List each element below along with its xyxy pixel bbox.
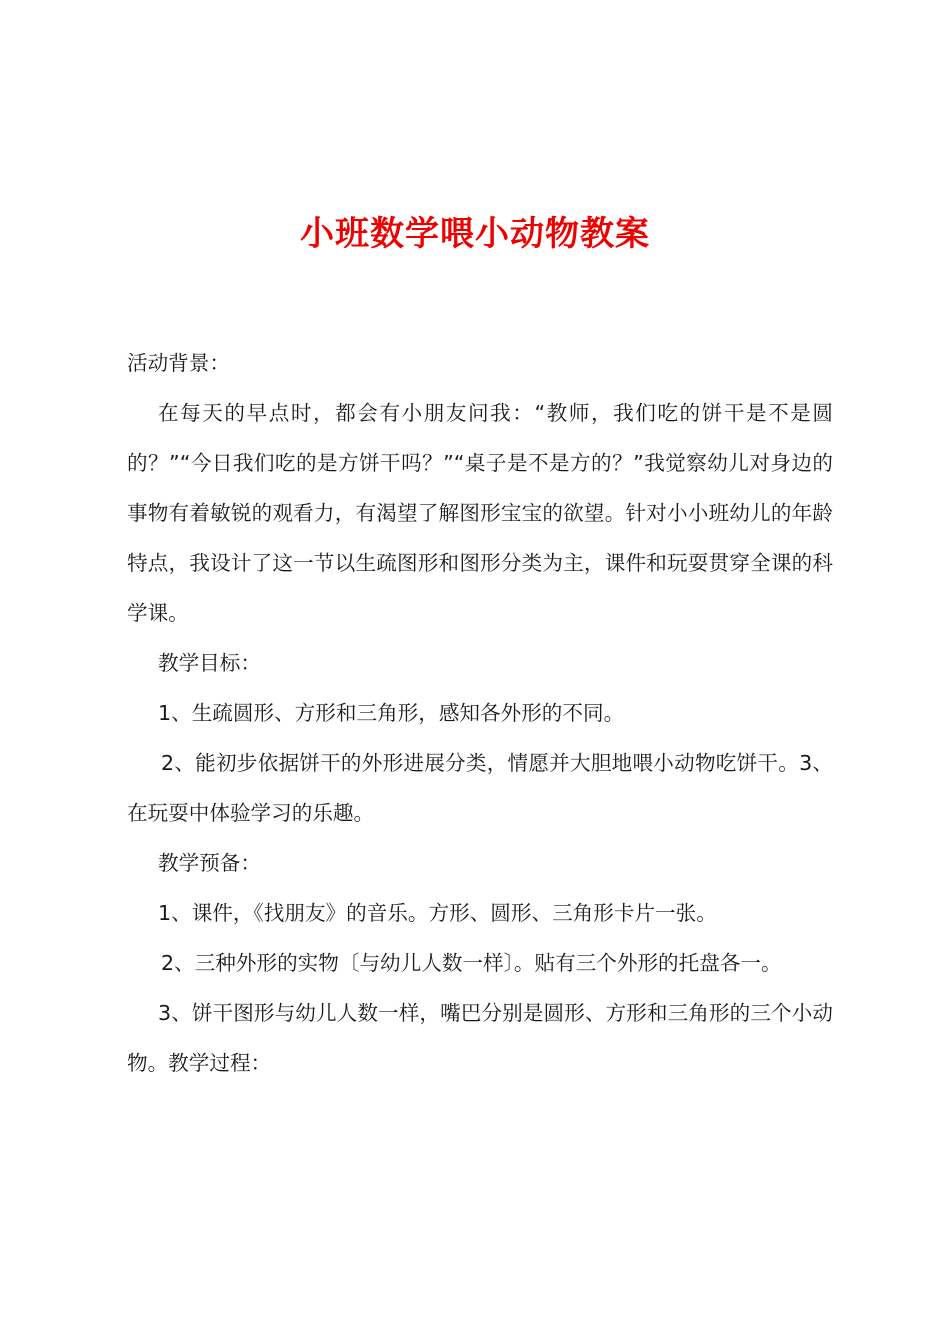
preparation-item-1: 1、课件，《找朋友》的音乐。方形、圆形、三角形卡片一张。 [158,901,717,925]
paragraph-background: 在每天的早点时，都会有小朋友问我：“教师，我们吃的饼干是不是圆的？”“今日我们吃的是方饼干吗？”“桌子是不是方的？”我觉察幼儿对身边的事物有着敏锐的观看力，有渴望了解图形宝宝的欲望。针对小小班幼儿的年龄特点，我设计了这一节以生疏图形和图形分类为主，课件和玩耍贯穿全课的科学课。 [127,401,833,625]
section-heading-preparation: 教学预备： [158,851,261,875]
goal-item-1: 1、生疏圆形、方形和三角形，感知各外形的不同。 [158,701,625,725]
section-heading-goals: 教学目标： [158,651,261,675]
document-title: 小班数学喂小动物教案 [300,214,650,254]
goal-item-2-3: 2、能初步依据饼干的外形进展分类，情愿并大胆地喂小动物吃饼干。3、在玩耍中体验学习的乐趣。 [127,751,833,825]
section-heading-background: 活动背景： [127,351,230,375]
document-body [127,338,833,1088]
preparation-item-2: 2、三种外形的实物〔与幼儿人数一样〕。贴有三个外形的托盘各一。 [161,951,782,975]
preparation-item-3: 3、饼干图形与幼儿人数一样，嘴巴分别是圆形、方形和三角形的三个小动物。教学过程： [127,1001,833,1075]
